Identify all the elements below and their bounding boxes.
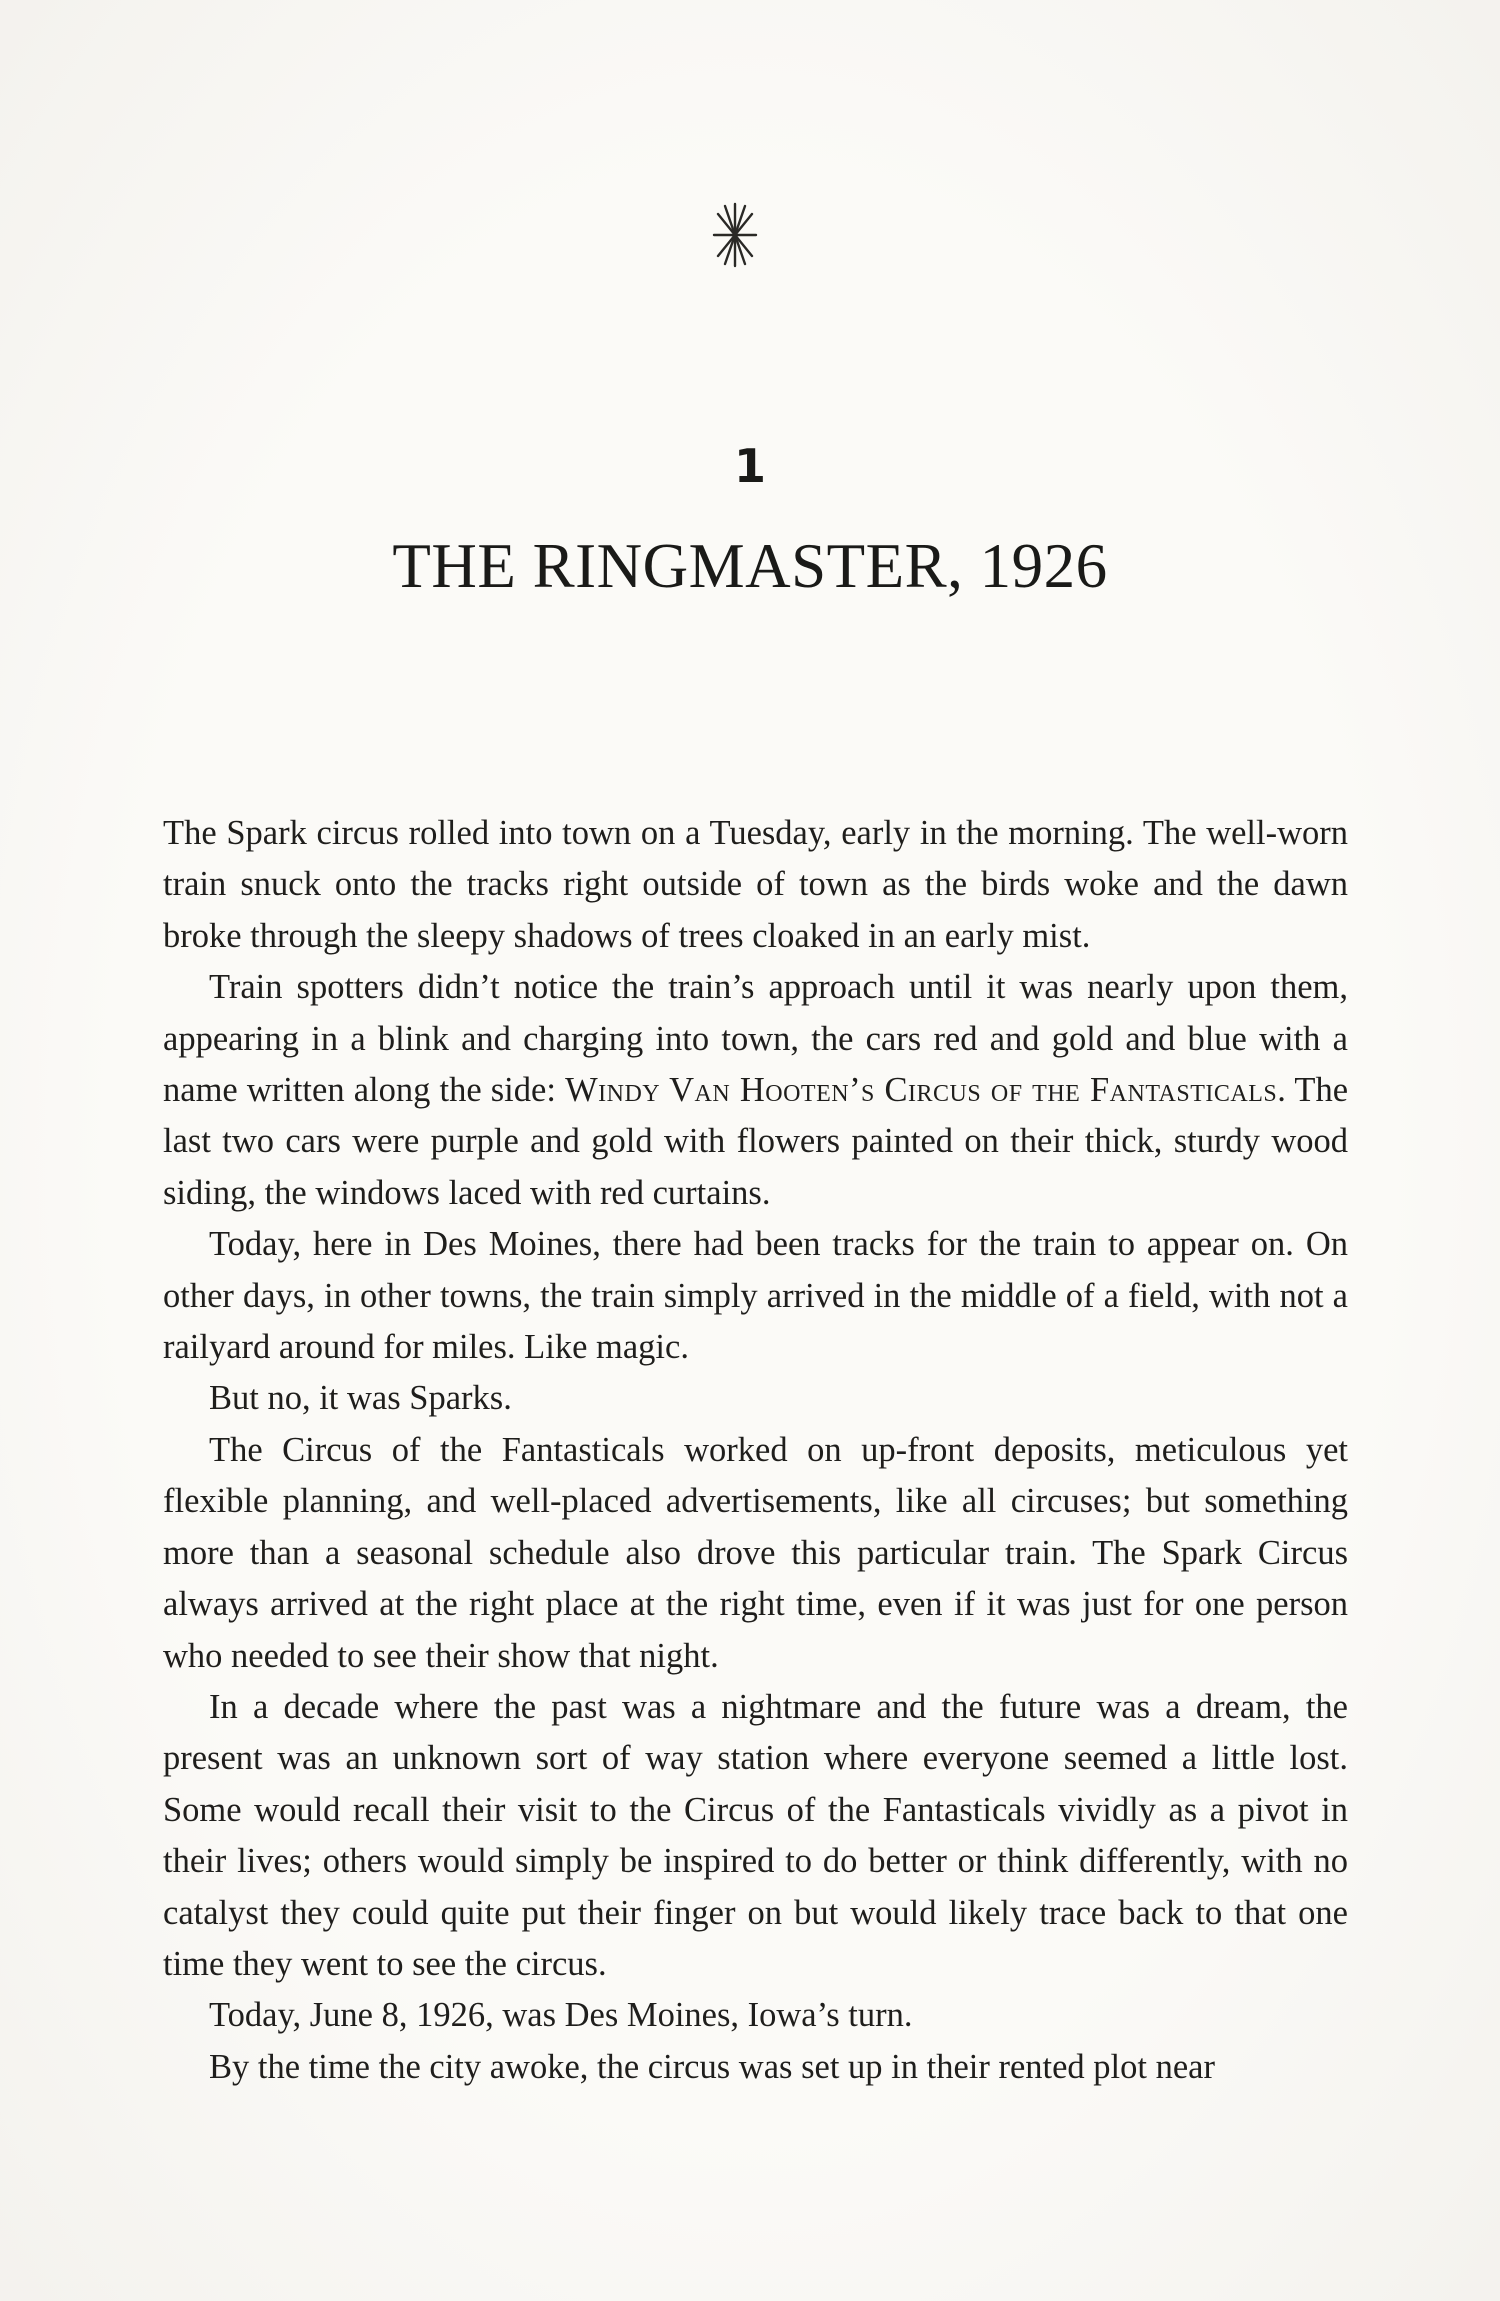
paragraph: Today, here in Des Moines, there had been tracks for the train to appear on. On other days, in other towns, the train simply arrived in the middle of a field, with not a railyard around for miles. Like magic. xyxy=(163,1225,1348,1367)
paragraph: In a decade where the past was a nightmare and the future was a dream, the present was an unknown sort of way station where everyone seemed a little lost. Some would recall their visit to the Circus of the Fantasticals vividly as a pivot in their lives; others would simply be inspired to do better or think differently, with no catalyst they could quite put their finger on but would likely trace back to that one time they went to see the circus. xyxy=(163,1687,1348,1983)
paragraph: By the time the city awoke, the circus was set up in their rented plot near xyxy=(209,2047,1215,2086)
paragraph-text: . The last two cars were purple and gold with flowers painted on their thick, sturdy wood siding, the windows laced with red curtains. xyxy=(163,1071,1349,1212)
paragraph-text: Train spotters didn’t notice the train’s approach until it was nearly upon them, appearing in a blink and charging into town, the cars red and gold and blue with a name written along the side: xyxy=(163,968,1348,1110)
paragraph: The Spark circus rolled into town on a Tuesday, early in the morning. The well-worn train snuck onto the tracks right outside of town as the birds woke and the dawn broke through the sleepy shadows of trees cloaked in an early mist. xyxy=(163,814,1348,955)
paragraph: The Circus of the Fantasticals worked on up-front deposits, meticulous yet flexible planning, and well-placed advertisements, like all circuses; but something more than a seasonal schedule also drove this particular train. The Spark Circus always arrived at the right place at the right time, even if it was just for one person who needed to see their show that night. xyxy=(163,1430,1348,1675)
chapter-body xyxy=(163,808,1348,2093)
paragraph xyxy=(163,962,1348,1219)
paragraph: But no, it was Sparks. xyxy=(209,1379,512,1418)
chapter-title: THE RINGMASTER, 1926 xyxy=(392,531,1108,601)
circus-name-small-caps: Windy Van Hooten’s Circus of the Fantasticals xyxy=(565,1071,1278,1110)
star-burst-icon xyxy=(710,200,760,270)
chapter-number: 1 xyxy=(733,439,766,493)
paragraph: Today, June 8, 1926, was Des Moines, Iowa’s turn. xyxy=(209,1996,913,2035)
